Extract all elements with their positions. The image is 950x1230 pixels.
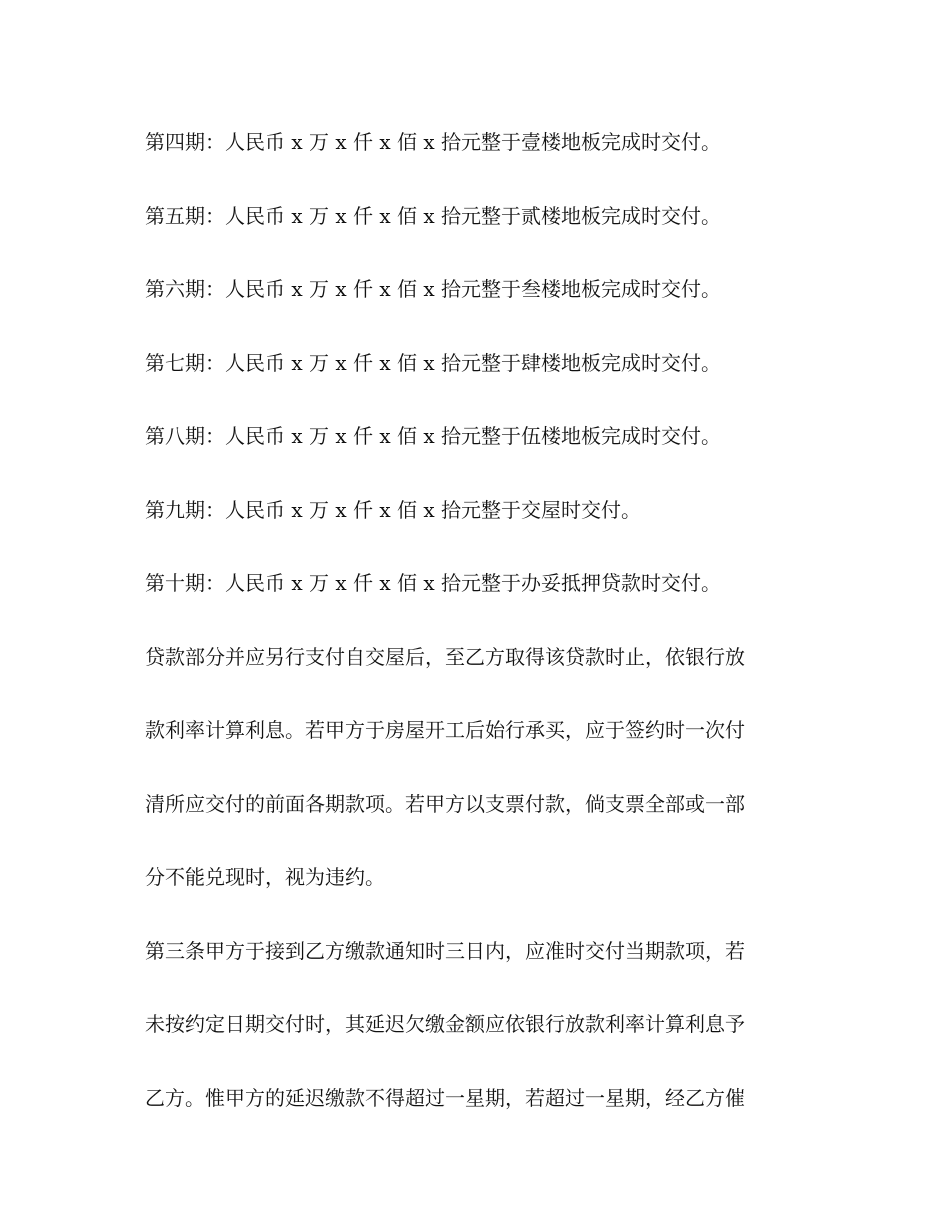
paragraph-line: 贷款部分并应另行支付自交屋后，至乙方取得该贷款时止，依银行放 — [145, 644, 745, 669]
payment-line-10: 第十期：人民币 x 万 x 仟 x 佰 x 拾元整于办妥抵押贷款时交付。 — [145, 571, 721, 595]
payment-line-8: 第八期：人民币 x 万 x 仟 x 佰 x 拾元整于伍楼地板完成时交付。 — [145, 424, 721, 448]
article-3-line: 乙方。惟甲方的延迟缴款不得超过一星期，若超过一星期，经乙方催 — [145, 1085, 745, 1110]
article-3-line: 未按约定日期交付时，其延迟欠缴金额应依银行放款利率计算利息予 — [145, 1012, 745, 1036]
paragraph-line: 清所应交付的前面各期款项。若甲方以支票付款，倘支票全部或一部 — [145, 791, 745, 816]
payment-line-6: 第六期：人民币 x 万 x 仟 x 佰 x 拾元整于叁楼地板完成时交付。 — [145, 277, 721, 301]
payment-line-5: 第五期：人民币 x 万 x 仟 x 佰 x 拾元整于贰楼地板完成时交付。 — [145, 203, 721, 228]
payment-line-9: 第九期：人民币 x 万 x 仟 x 佰 x 拾元整于交屋时交付。 — [145, 497, 641, 522]
payment-line-4: 第四期：人民币 x 万 x 仟 x 佰 x 拾元整于壹楼地板完成时交付。 — [145, 130, 721, 154]
paragraph-line: 款利率计算利息。若甲方于房屋开工后始行承买，应于签约时一次付 — [145, 718, 745, 742]
paragraph-line: 分不能兑现时，视为违约。 — [145, 865, 385, 889]
payment-line-7: 第七期：人民币 x 万 x 仟 x 佰 x 拾元整于肆楼地板完成时交付。 — [145, 350, 721, 375]
document-body — [145, 120, 805, 1149]
article-3-line: 第三条甲方于接到乙方缴款通知时三日内，应准时交付当期款项，若 — [145, 938, 745, 963]
